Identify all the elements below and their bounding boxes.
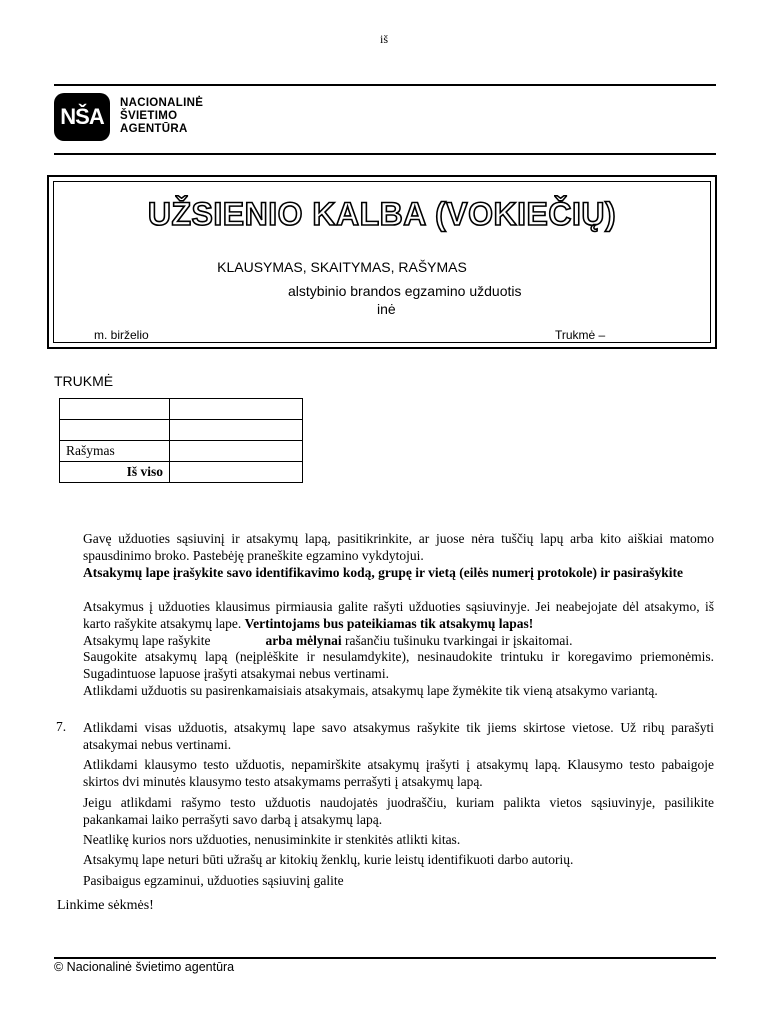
instruction-3-emphasis: Vertintojams bus pateikiamas tik atsakymų lapas! xyxy=(244,616,534,631)
footer-copyright: © Nacionalinė švietimo agentūra xyxy=(54,960,235,974)
instruction-8: Atlikdami klausymo testo užduotis, nepamirškite atsakymų įrašyti į atsakymų lapą. Klausymo testo pabaigoje skirtos dvi minutės klausymo testo atsakymams perrašyti į atsakymų lapą. xyxy=(83,757,714,789)
instruction-11: Atsakymų lape neturi būti užrašų ar kitokių ženklų, kurie leistų identifikuoti darbo autorių. xyxy=(83,852,574,867)
agency-name xyxy=(120,97,203,136)
duration-value-cell xyxy=(170,441,303,462)
instruction-10: Neatlikę kurios nors užduoties, nenusiminkite ir stenkitės atlikti kitas. xyxy=(83,832,461,847)
exam-type: alstybinio brandos egzamino užduotis xyxy=(288,283,522,299)
logo-mark: NŠA xyxy=(60,104,104,129)
exam-session: inė xyxy=(377,301,396,317)
instruction-3-text: Atsakymus į užduoties klausimus pirmiausia galite rašyti užduoties sąsiuvinyje. Jei neabejojate dėl atsakymo, iš karto rašykite atsakymų lape. xyxy=(83,599,714,631)
nsa-logo-icon xyxy=(54,93,110,141)
duration-value-cell xyxy=(170,399,303,420)
instruction-1: Gavę užduoties sąsiuvinį ir atsakymų lapą, pasitikrinkite, ar juose nėra tuščių lapų arba kito aiškiai matomo spausdinimo broko. Pastebėję praneškite egzamino vykdytojui. xyxy=(83,531,714,563)
agency-name-line2: ŠVIETIMO xyxy=(120,110,178,122)
duration-table xyxy=(59,398,303,483)
header-top-rule xyxy=(54,84,716,86)
instruction-3 xyxy=(83,598,714,632)
instruction-4-tail: rašančiu tušinuku tvarkingai ir įskaitomai. xyxy=(341,633,573,648)
duration-value-cell xyxy=(170,420,303,441)
instruction-7: Atlikdami visas užduotis, atsakymų lape savo atsakymus rašykite tik jiems skirtose vietose. Už ribų parašyti atsakymai nebus vertinami. xyxy=(83,720,714,752)
header-bottom-rule xyxy=(54,153,716,155)
closing-wish: Linkime sėkmės! xyxy=(57,898,154,913)
exam-duration: Trukmė – xyxy=(555,328,606,342)
table-row xyxy=(60,420,303,441)
duration-label-cell xyxy=(60,399,170,420)
duration-heading: TRUKMĖ xyxy=(54,373,114,389)
table-row xyxy=(60,441,303,462)
duration-total-label: Iš viso xyxy=(60,462,170,483)
instruction-4-emphasis: arba mėlynai xyxy=(265,633,342,648)
exam-date: m. birželio xyxy=(94,328,149,342)
instruction-4 xyxy=(83,632,714,649)
instruction-4-text: Atsakymų lape rašykite xyxy=(83,633,211,648)
agency-name-line3: AGENTŪRA xyxy=(120,123,188,135)
table-row xyxy=(60,462,303,483)
exam-subtitle: KLAUSYMAS, SKAITYMAS, RAŠYMAS xyxy=(217,259,467,275)
top-mark: iš xyxy=(379,32,388,46)
instruction-2: Atsakymų lape įrašykite savo identifikavimo kodą, grupę ir vietą (eilės numerį protokole) ir pasirašykite xyxy=(83,565,683,580)
instruction-9: Jeigu atlikdami rašymo testo užduotis naudojatės juodraščiu, kuriam palikta vietos sąsiuvinyje, pasilikite pakankamai laiko perrašyti savo darbą į atsakymų lapą. xyxy=(83,795,714,827)
agency-name-line1: NACIONALINĖ xyxy=(120,97,204,109)
table-row xyxy=(60,399,303,420)
instruction-5: Saugokite atsakymų lapą (neįplėškite ir nesulamdykite), nesinaudokite trintuku ir koregavimo priemonėmis. Sugadintuose lapuose įrašyti atsakymai nebus vertinami. xyxy=(83,649,714,681)
footer-rule xyxy=(54,957,716,959)
instruction-7-number: 7. xyxy=(56,719,67,734)
instruction-12: Pasibaigus egzaminui, užduoties sąsiuvinį galite xyxy=(83,873,344,888)
duration-label-cell: Rašymas xyxy=(60,441,170,462)
exam-title: UŽSIENIO KALBA (VOKIEČIŲ) xyxy=(147,196,617,232)
duration-label-cell xyxy=(60,420,170,441)
instruction-6: Atlikdami užduotis su pasirenkamaisiais atsakymais, atsakymų lape žymėkite tik vieną atsakymo variantą. xyxy=(83,683,658,698)
duration-total-value xyxy=(170,462,303,483)
